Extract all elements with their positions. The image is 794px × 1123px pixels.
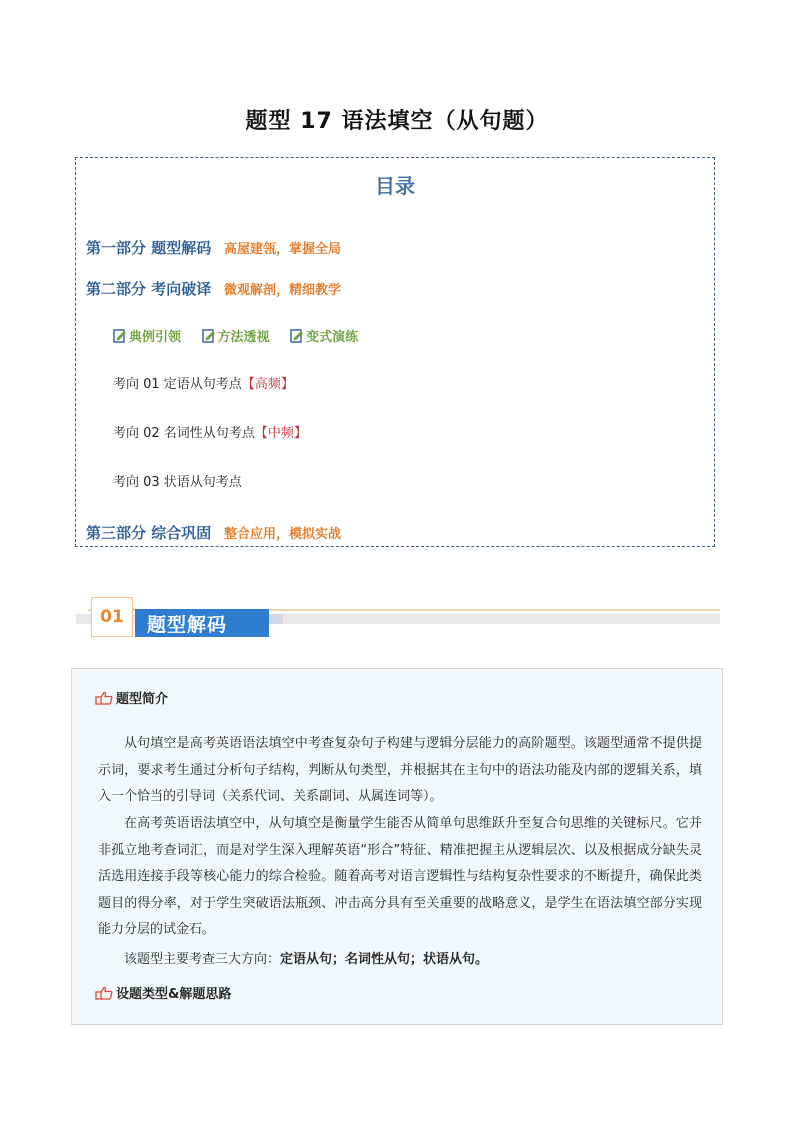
pointing-hand-icon (95, 986, 113, 1000)
toc-tool-1[interactable] (113, 326, 181, 345)
kaoxiang-text: 考向 03 状语从句考点 (113, 475, 242, 490)
section-title-tail (269, 614, 283, 624)
toc-part-3[interactable] (86, 522, 341, 543)
freq-badge: 【中频】 (254, 426, 307, 441)
toc-part-1[interactable] (86, 237, 341, 258)
toc-tool-2[interactable] (202, 326, 270, 345)
section-title: 题型解码 (135, 609, 269, 637)
toc-kaoxiang-2[interactable] (113, 422, 307, 441)
edit-note-icon (202, 329, 216, 343)
page-title: 题型 17 语法填空（从句题） (245, 109, 549, 134)
para3-prefix: 该题型主要考查三大方向： (124, 952, 281, 967)
toc-tool-3[interactable] (290, 326, 358, 345)
toc-part-slogan: 高屋建瓴，掌握全局 (224, 242, 342, 257)
toc-part-label: 第二部分 考向破译 (86, 280, 212, 298)
intro-heading-2 (95, 983, 231, 1002)
toc-tool-label: 变式演练 (306, 330, 359, 345)
kaoxiang-text: 考向 02 名词性从句考点 (113, 426, 255, 441)
intro-paragraph-1: 从句填空是高考英语语法填空中考查复杂句子构建与逻辑分层能力的高阶题型。该题型通常不提供提示词，要求考生通过分析句子结构，判断从句类型，并根据其在主句中的语法功能及内部的逻辑关系，填入一个恰当的引导词（关系代词、关系副词、从属连词等）。 (98, 736, 702, 804)
edit-note-icon (113, 329, 127, 343)
para3-directions: 定语从句；名词性从句；状语从句。 (280, 952, 489, 967)
toc-heading: 目录 (375, 174, 415, 198)
toc-part-label: 第三部分 综合巩固 (86, 524, 212, 542)
toc-tool-label: 典例引领 (129, 330, 182, 345)
freq-badge: 【高频】 (241, 377, 294, 392)
section-number: 01 (91, 597, 133, 637)
toc-part-2[interactable] (86, 278, 341, 299)
intro-paragraph-3 (98, 947, 702, 974)
pointing-hand-icon (95, 691, 113, 705)
edit-note-icon (290, 329, 304, 343)
kaoxiang-text: 考向 01 定语从句考点 (113, 377, 242, 392)
toc-kaoxiang-1[interactable] (113, 373, 294, 392)
toc-tools-row (113, 326, 374, 347)
toc-part-slogan: 整合应用，模拟实战 (224, 527, 342, 542)
intro-heading-1 (95, 688, 168, 707)
toc-kaoxiang-3[interactable] (113, 471, 242, 490)
intro-heading-text: 题型简介 (116, 692, 169, 707)
intro-heading-text: 设题类型&解题思路 (116, 987, 232, 1002)
toc-part-label: 第一部分 题型解码 (86, 239, 212, 257)
toc-part-slogan: 微观解剖，精细教学 (224, 283, 342, 298)
intro-paragraph-2: 在高考英语语法填空中，从句填空是衡量学生能否从简单句思维跃升至复合句思维的关键标尺。它并非孤立地考查词汇，而是对学生深入理解英语“形合”特征、精准把握主从逻辑层次、以及根据成分缺失灵活选用连接手段等核心能力的综合检验。随着高考对语言逻辑性与结构复杂性要求的不断提升，确保此类题目的得分率，对于学生突破语法瓶颈、冲击高分具有至关重要的战略意义，是学生在语法填空部分实现能力分层的试金石。 (98, 816, 702, 937)
toc-tool-label: 方法透视 (217, 330, 270, 345)
